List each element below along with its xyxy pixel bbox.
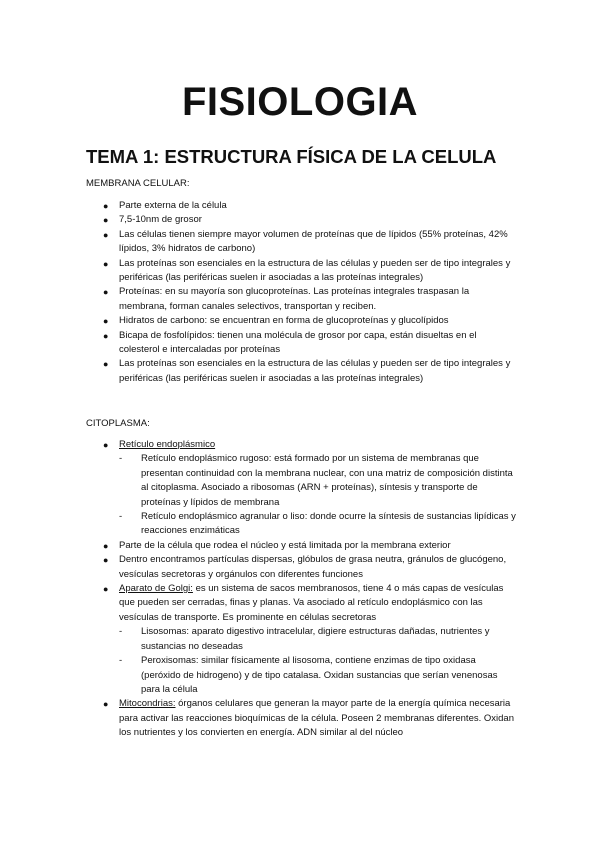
membrana-heading: MEMBRANA CELULAR: <box>86 178 190 189</box>
bullet-icon: ● <box>103 330 109 341</box>
list-item-golgi <box>86 582 516 697</box>
bullet-icon: ● <box>103 229 109 240</box>
bullet-icon: ● <box>103 215 109 226</box>
list-item: ● Las proteínas son esenciales en la estructura de las células y pueden ser de tipo integrales y periféricas (las periféricas suelen ir asociadas a las proteínas integrales) <box>103 358 511 384</box>
bullet-icon: ● <box>103 440 109 450</box>
mito-label: Mitocondrias: <box>119 698 176 710</box>
bullet-icon: ● <box>103 287 109 298</box>
tema-heading: TEMA 1: ESTRUCTURA FÍSICA DE LA CELULA <box>86 146 497 167</box>
sub-list-item: - Peroxisomas: similar físicamente al lisosoma, contiene enzimas de tipo oxidasa (peróxido de hidrogeno) y de tipo catalasa. Oxidan sustancias que serían venenosas para la célula <box>119 655 498 695</box>
list-item: ● Proteínas: en su mayoría son glucoproteínas. Las proteínas integrales traspasan la membrana, forman canales selectivos, transportan y reciben. <box>103 286 470 312</box>
sub-list-item: - Retículo endoplásmico agranular o liso: donde ocurre la síntesis de sustancias lipídicas y reacciones enzimáticas <box>119 511 516 537</box>
reticulo-label: Retículo endoplásmico <box>119 439 216 450</box>
list-item: ● Dentro encontramos partículas dispersas, glóbulos de grasa neutra, gránulos de glucógeno, vesículas secretoras y orgánulos con diferentes funciones <box>103 554 507 580</box>
bullet-icon: ● <box>103 584 109 595</box>
membrana-list <box>86 199 516 386</box>
dash-icon: - <box>119 453 123 465</box>
citoplasma-list <box>86 438 516 741</box>
bullet-icon: ● <box>103 540 109 551</box>
golgi-text: es un sistema de sacos membranosos, tiene 4 o más capas de vesículas que pueden ser cerradas, finas y planas. Va asociado al retículo endoplásmico con las vesículas de transporte. Es prominente en células secretoras <box>119 583 504 623</box>
list-item: ● Parte de la célula que rodea el núcleo y está limitada por la membrana exterior <box>86 539 516 553</box>
reticulo-sublist <box>119 452 516 538</box>
golgi-label: Aparato de Golgi: <box>119 583 193 595</box>
list-item: ● Las células tienen siempre mayor volumen de proteínas que de lípidos (55% proteínas, 42% lípidos, 3% hidratos de carbono) <box>103 228 508 255</box>
bullet-icon: ● <box>103 316 109 327</box>
dash-icon: - <box>119 655 123 667</box>
list-item: ● Bicapa de fosfolípidos: tienen una molécula de grosor por capa, están disueltas en el colesterol e intercaladas por proteínas <box>103 329 477 356</box>
bullet-icon: ● <box>103 201 109 211</box>
dash-icon: - <box>119 511 123 523</box>
dash-icon: - <box>119 626 123 638</box>
list-item: ● Las proteínas son esenciales en la estructura de las células y pueden ser de tipo integrales y periféricas (las periféricas suelen ir asociadas a las proteínas integrales) <box>103 257 511 284</box>
bullet-icon: ● <box>103 359 109 370</box>
document-title: FISIOLOGIA <box>181 80 419 124</box>
list-item-reticulo <box>86 438 516 539</box>
list-item-mitocondrias <box>86 697 516 740</box>
list-item: ● 7,5-10nm de grosor <box>86 213 516 227</box>
list-item: ● Parte externa de la célula <box>86 199 516 213</box>
sub-list-item: - Retículo endoplásmico rugoso: está formado por un sistema de membranas que presentan continuidad con la membrana nuclear, con una matriz de composición distinta al citoplasma. Asociado a ribosomas (ARN + proteínas), síntesis y transporte de proteínas y lípidos de membrana <box>119 453 513 508</box>
list-item: ● Hidratos de carbono: se encuentran en forma de glucoproteínas y glucolípidos <box>86 314 516 328</box>
sub-list-item: - Lisosomas: aparato digestivo intracelular, digiere estructuras dañadas, nutrientes y sustancias no deseadas <box>119 626 490 652</box>
bullet-icon: ● <box>103 555 109 566</box>
mito-text: órganos celulares que generan la mayor parte de la energía química necesaria para activar las reacciones bioquímicas de la célula. Poseen 2 membranas diferentes. Oxidan los nutrientes y los convierten en energía. ADN similar al del núcleo <box>119 698 514 739</box>
bullet-icon: ● <box>103 699 109 710</box>
bullet-icon: ● <box>103 258 109 269</box>
citoplasma-heading: CITOPLASMA: <box>86 418 150 429</box>
golgi-sublist <box>119 625 516 697</box>
